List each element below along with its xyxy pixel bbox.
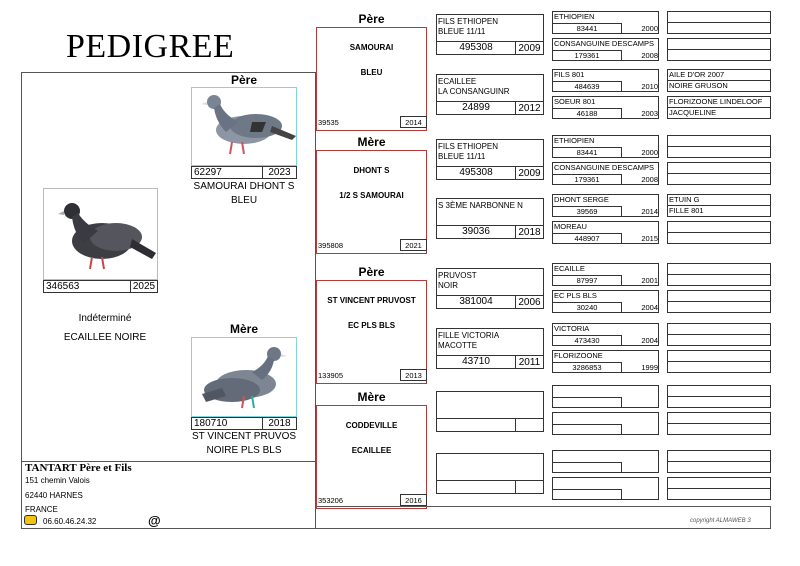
gen3-year: 2009 (515, 41, 544, 55)
mere-name-line2: NOIRE PLS BLS (206, 445, 282, 456)
gen4-year: 2015 (641, 234, 658, 243)
gen2-year: 2016 (400, 494, 427, 506)
gen4-year: 2010 (641, 82, 658, 91)
gen5-divider (667, 173, 771, 174)
gen3-ring: 495308 (459, 42, 493, 53)
gen3-line2: NOIR (438, 281, 458, 290)
gen2-header: Père (358, 12, 385, 26)
email-icon: @ (148, 513, 161, 528)
gen3-line1: FILS ETHIOPEN (438, 17, 499, 26)
gen5-divider (667, 49, 771, 50)
mere-name-line1: ST VINCENT PRUVOS (191, 431, 297, 442)
breeder-country: FRANCE (25, 505, 58, 514)
gen4-name: ETHIOPIEN (554, 12, 595, 21)
gen3-year: 2009 (515, 166, 544, 180)
gen5-divider (667, 146, 771, 147)
gen5-line2: FILLE 801 (669, 206, 704, 215)
gen3-line1: FILLE VICTORIA (438, 331, 500, 340)
mere-ring: 180710 (191, 417, 263, 430)
subject-name: ECAILLEE NOIRE (63, 332, 147, 343)
pere-header: Père (230, 73, 258, 87)
gen3-line1: ECAILLEE (438, 77, 477, 86)
mere-year: 2018 (262, 417, 297, 430)
pere-name-line1: SAMOURAI DHONT S (193, 181, 295, 192)
copyright-text: copyright ALMAWEB 3 (690, 518, 751, 524)
breeder-city: 62440 HARNES (25, 491, 83, 500)
gen5-line1: FLORIZOONE LINDELOOF (669, 97, 763, 106)
mere-photo (191, 337, 297, 417)
gen2-ring: 395808 (318, 241, 344, 250)
gen2-line2: ECAILLEE (351, 446, 392, 455)
gen2-line1: ST VINCENT PRUVOST (327, 296, 416, 305)
pere-ring: 62297 (191, 166, 263, 179)
gen4-name: VICTORIA (554, 324, 590, 333)
gen5-divider (667, 396, 771, 397)
gen4-name: DHONT SERGE (554, 195, 609, 204)
gen5-line2: JACQUELINE (669, 108, 717, 117)
gen4-year: 2000 (641, 148, 658, 157)
gen4-year: 2004 (641, 303, 658, 312)
gen5-line1: ETUIN G (669, 195, 700, 204)
gen4-year: 2014 (641, 207, 658, 216)
gen2-line2: 1/2 S SAMOURAI (339, 191, 404, 200)
gen3-year (515, 418, 544, 432)
gen4-ring: 83441 (576, 148, 598, 157)
gen3-ring: 495308 (459, 167, 493, 178)
gen2-line2: EC PLS BLS (347, 321, 396, 330)
gen5-divider (667, 334, 771, 335)
gen4-ring: 83441 (576, 24, 598, 33)
gen3-ring-cell (436, 418, 516, 432)
gen4-year: 2008 (641, 51, 658, 60)
phone-icon (24, 515, 37, 525)
gen3-ring: 43710 (462, 356, 490, 367)
gen5-divider (667, 423, 771, 424)
gen5-divider (667, 488, 771, 489)
gen2-year: 2014 (400, 116, 427, 128)
breeder-name: TANTART Père et Fils (25, 462, 132, 474)
gen2-line1: SAMOURAI (349, 43, 394, 52)
gen4-name: CONSANGUINE DESCAMPS (554, 39, 655, 48)
gen4-ring: 448907 (574, 234, 600, 243)
gen2-line2: BLEU (360, 68, 383, 77)
gen4-ring: 46188 (576, 109, 598, 118)
gen4-ring: 39569 (576, 207, 598, 216)
gen3-year: 2018 (515, 225, 544, 239)
gen3-ring: 39036 (462, 226, 490, 237)
gen5-line1: AILE D'OR 2007 (669, 70, 725, 79)
gen3-line2: BLEUE 11/11 (438, 27, 486, 36)
gen2-ring: 39535 (318, 118, 339, 127)
gen3-line1: S 3ÈME NARBONNE N (438, 201, 523, 210)
subject-ring: 346563 (43, 280, 131, 293)
gen2-header: Mère (357, 135, 386, 149)
gen4-ring-cell (552, 489, 622, 500)
gen4-ring: 179361 (574, 175, 600, 184)
gen4-year: 2004 (641, 336, 658, 345)
gen4-name: ETHIOPIEN (554, 136, 595, 145)
gen5-divider (667, 461, 771, 462)
subject-color: Indéterminé (78, 313, 132, 324)
gen3-year (515, 480, 544, 494)
gen4-ring: 87997 (576, 276, 598, 285)
gen5-divider (667, 22, 771, 23)
gen4-ring-cell (552, 424, 622, 435)
gen4-ring: 179361 (574, 51, 600, 60)
subject-year: 2025 (130, 280, 158, 293)
pere-year: 2023 (262, 166, 297, 179)
mere-header: Mère (229, 322, 258, 336)
gen2-line1: CODDEVILLE (345, 421, 398, 430)
gen4-year: 1999 (641, 363, 658, 372)
gen4-name: SOEUR 801 (554, 97, 596, 106)
gen3-year: 2011 (515, 355, 544, 369)
gen4-year: 2001 (641, 276, 658, 285)
gen2-ring: 133905 (318, 371, 344, 380)
gen3-year: 2012 (515, 101, 544, 115)
gen4-year: 2008 (641, 175, 658, 184)
page-title: PEDIGREE (66, 28, 235, 65)
gen4-name: MOREAU (554, 222, 587, 231)
gen3-line1: PRUVOST (438, 271, 477, 280)
gen3-line1: FILS ETHIOPEN (438, 142, 499, 151)
subject-photo (43, 188, 158, 280)
gen4-year: 2003 (641, 109, 658, 118)
gen4-name: ECAILLE (554, 264, 585, 273)
gen4-name: EC PLS BLS (554, 291, 597, 300)
gen5-divider (667, 274, 771, 275)
gen5-divider (667, 232, 771, 233)
gen3-ring: 381004 (459, 296, 493, 307)
gen3-line2: LA CONSANGUINR (438, 87, 510, 96)
gen5-divider (667, 361, 771, 362)
gen4-ring-cell (552, 462, 622, 473)
breeder-phone: 06.60.46.24.32 (43, 517, 97, 526)
gen3-line2: BLEUE 11/11 (438, 152, 486, 161)
gen2-ring: 353206 (318, 496, 344, 505)
gen2-line1: DHONT S (353, 166, 390, 175)
gen2-year: 2021 (400, 239, 427, 251)
gen5-line2: NOIRE GRUSON (669, 81, 728, 90)
gen4-ring-cell (552, 397, 622, 408)
gen4-name: FLORIZOONE (554, 351, 603, 360)
gen2-header: Mère (357, 390, 386, 404)
gen4-name: FILS 801 (554, 70, 585, 79)
gen4-year: 2000 (641, 24, 658, 33)
pere-photo (191, 87, 297, 166)
gen5-divider (667, 301, 771, 302)
gen3-ring: 24899 (462, 102, 490, 113)
gen2-header: Père (358, 265, 385, 279)
gen4-ring: 473430 (574, 336, 600, 345)
gen4-ring: 484639 (574, 82, 600, 91)
gen3-line2: MACOTTE (438, 341, 478, 350)
pere-name-line2: BLEU (230, 195, 258, 206)
gen4-ring: 30240 (576, 303, 598, 312)
breeder-street: 151 chemin Valois (25, 476, 90, 485)
gen4-ring: 3286853 (572, 363, 602, 372)
gen3-year: 2006 (515, 295, 544, 309)
gen2-year: 2013 (400, 369, 427, 381)
gen4-name: CONSANGUINE DESCAMPS (554, 163, 655, 172)
gen3-ring-cell (436, 480, 516, 494)
